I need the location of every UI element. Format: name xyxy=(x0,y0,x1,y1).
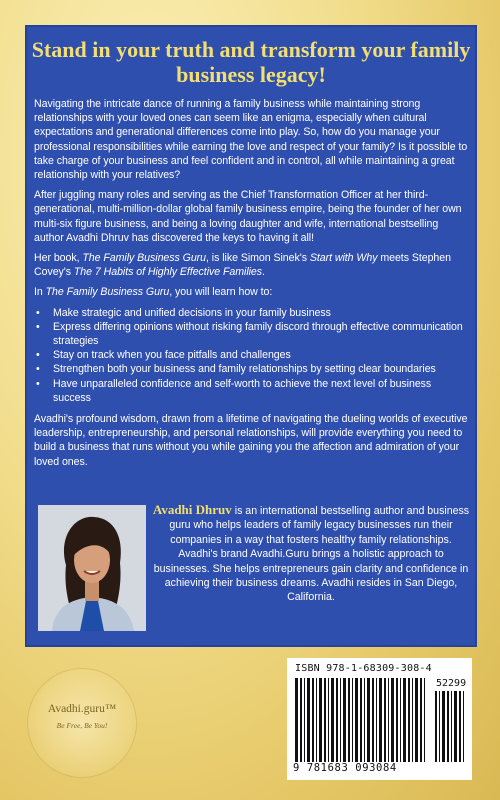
barcode-bar xyxy=(343,678,346,762)
wisdom-paragraph: Avadhi's profound wisdom, drawn from a lifetime of navigating the dueling worlds of executive leadership, entrepreneurship, and personal relationships, will provide everything you need to build a business that runs without you while gaining you the affection and admiration of your loved ones. xyxy=(34,413,468,468)
comparison-paragraph xyxy=(34,251,470,279)
author-bio xyxy=(152,503,470,605)
barcode-bar xyxy=(367,678,370,762)
barcode-bar xyxy=(331,678,334,762)
list-item: • Express differing opinions without risking family discord through effective communication strategies xyxy=(34,320,470,348)
list-item: • Stay on track when you face pitfalls and challenges xyxy=(34,348,470,362)
description-body xyxy=(34,97,470,475)
list-item: • Have unparalleled confidence and self-worth to achieve the next level of business success xyxy=(34,377,470,405)
barcode-bar xyxy=(324,678,326,762)
barcode-bar xyxy=(442,691,445,762)
learn-suffix: , you will learn how to: xyxy=(169,286,273,299)
learn-prefix: In xyxy=(34,286,46,299)
barcode-bar xyxy=(352,678,353,762)
comparison-suffix: . xyxy=(262,266,265,279)
barcode-bar xyxy=(319,678,322,762)
comparison-middle: , is like Simon Sinek's xyxy=(206,252,310,265)
barcode-bar xyxy=(336,678,338,762)
barcode-bar xyxy=(376,678,377,762)
headline: Stand in your truth and transform your family business legacy! xyxy=(31,37,471,87)
logo-tagline: Be Free, Be You! xyxy=(56,721,108,730)
price-barcode-bars xyxy=(435,691,467,762)
author-bio-section xyxy=(34,503,470,643)
barcode-bar xyxy=(312,678,314,762)
author-name: Avadhi Dhruv xyxy=(152,502,232,517)
isbn-number: ISBN 978-1-68309-308-4 xyxy=(295,663,432,674)
author-paragraph: After juggling many roles and serving as the Chief Transformation Officer at her third-generational, multi-million-dollar global family business empire, being the founder of her own multi-six figure business, and being a loving daughter and wife, international bestselling author Avadhi Dhruv has discovered the keys to having it all! xyxy=(34,189,462,244)
learning-list xyxy=(34,306,470,405)
barcode-bar xyxy=(328,678,329,762)
barcode-bar xyxy=(408,678,410,762)
barcode-bar xyxy=(372,678,374,762)
barcode-bar xyxy=(424,678,425,762)
barcode-bar xyxy=(396,678,398,762)
barcode-bar xyxy=(435,691,437,762)
list-item: • Make strategic and unified decisions in your family business xyxy=(34,306,470,320)
barcode-bar xyxy=(340,678,341,762)
description-panel xyxy=(25,25,477,647)
barcode-bar xyxy=(307,678,310,762)
barcode-bar xyxy=(403,678,406,762)
book-title: The Family Business Guru xyxy=(45,286,170,299)
barcode-bar xyxy=(463,691,464,762)
intro-paragraph: Navigating the intricate dance of running a family business while maintaining strong relationships with your loved ones can seem like an enigma, especially when cultural expectations and generational differences come into play. So, how do you manage your professional responsibilities while earning the love and respect of your family? Is it possible to take charge of your business and feel confident and in control, all while maintaining a great relationship with your relatives? xyxy=(34,98,468,182)
ean-digits: 9 781683 093084 xyxy=(293,762,397,774)
comparison-middle-2: meets Stephen Covey's xyxy=(34,252,451,279)
author-photo xyxy=(38,505,146,631)
barcode-bar xyxy=(364,678,365,762)
barcode-bar xyxy=(300,678,302,762)
barcode-bar xyxy=(391,678,394,762)
barcode-bar xyxy=(388,678,389,762)
barcode-bar xyxy=(316,678,317,762)
barcode-bar xyxy=(348,678,350,762)
reference-book-2: The 7 Habits of Highly Effective Families xyxy=(73,266,263,279)
barcode-bar xyxy=(447,691,449,762)
ean-barcode-bars xyxy=(295,678,429,762)
barcode-bar xyxy=(451,691,452,762)
list-item: • Strengthen both your business and family relationships by setting clear boundaries xyxy=(34,362,470,376)
logo-name: Avadhi.guru™ xyxy=(47,703,117,715)
book-title: The Family Business Guru xyxy=(82,252,206,265)
reference-book-1: Start with Why xyxy=(309,252,378,265)
barcode-bar xyxy=(412,678,413,762)
barcode-bar xyxy=(420,678,422,762)
price-code: 52299 xyxy=(436,678,467,689)
barcode-bar xyxy=(379,678,382,762)
barcode-bar xyxy=(415,678,418,762)
comparison-prefix: Her book, xyxy=(34,252,83,265)
isbn-barcode xyxy=(287,658,472,780)
author-bio-text: is an international bestselling author and business guru who helps leaders of family legacy businesses run their companies in a way that fosters healthy family relationships. Avadhi's brand Avadhi.Guru brings a holistic approach to businesses. She helps entrepreneurs gain clarity and confidence in achieving their business dreams. Avadhi resides in San Diego, California. xyxy=(153,505,470,604)
barcode-bar xyxy=(400,678,401,762)
barcode-bar xyxy=(459,691,461,762)
barcode-bar xyxy=(384,678,386,762)
barcode-bar xyxy=(439,691,440,762)
barcode-bar xyxy=(355,678,358,762)
barcode-bar xyxy=(304,678,305,762)
barcode-bar xyxy=(360,678,362,762)
learn-intro xyxy=(34,285,470,299)
brand-logo xyxy=(27,668,137,778)
barcode-bar xyxy=(295,678,298,762)
barcode-bar xyxy=(454,691,457,762)
